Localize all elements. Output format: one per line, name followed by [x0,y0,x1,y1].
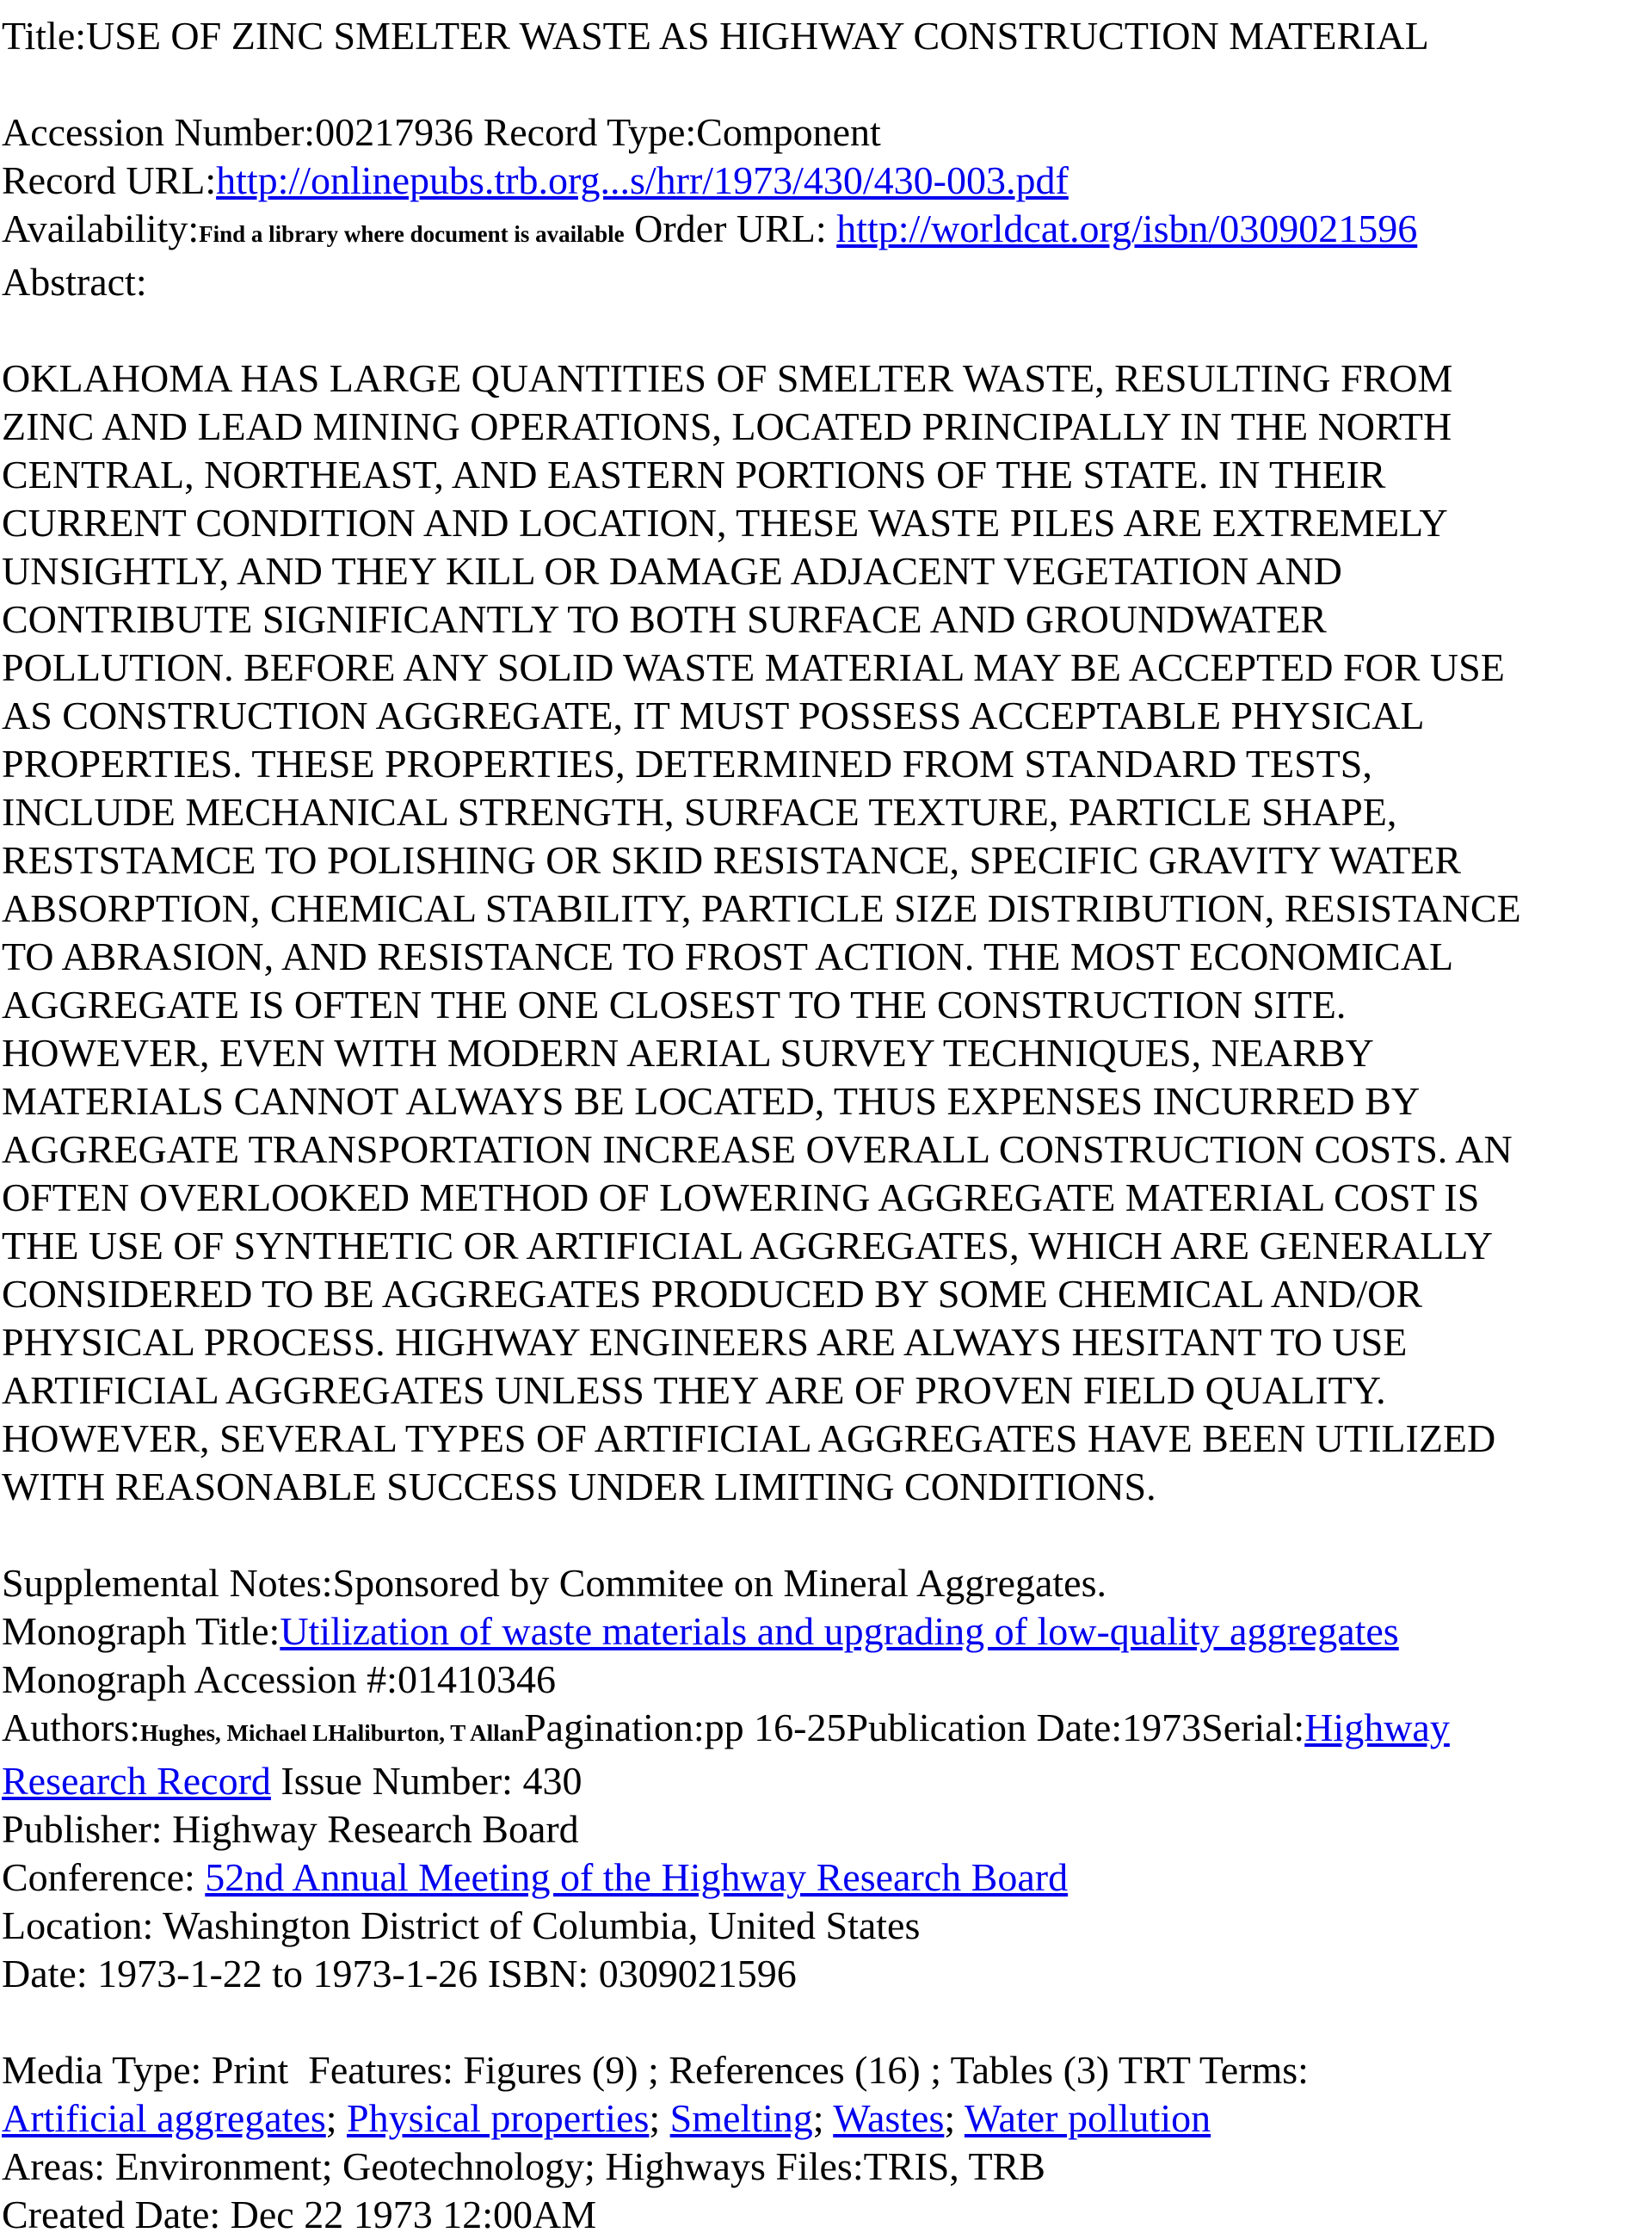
created-date: Dec 22 1973 12:00AM [230,2193,597,2236]
monograph-title-line [2,1607,1652,1656]
abstract-line: CONSIDERED TO BE AGGREGATES PRODUCED BY SOME CHEMICAL AND/OR [2,1272,1423,1316]
abstract-label: Abstract: [2,260,147,304]
record-type: Component [696,110,881,154]
spacer [2,1511,1652,1559]
term-separator: ; [649,2096,670,2140]
media-type: Print [211,2048,289,2092]
term-link[interactable]: Artificial aggregates [2,2096,326,2140]
availability-text: Find a library where document is available [199,221,625,247]
term-separator: ; [325,2096,348,2140]
spacer [2,306,1652,355]
abstract-line: AGGREGATE TRANSPORTATION INCREASE OVERALL CONSTRUCTION COSTS. AN [2,1127,1513,1171]
abstract-line: POLLUTION. BEFORE ANY SOLID WASTE MATERIAL MAY BE ACCEPTED FOR USE [2,645,1505,689]
availability-line [2,205,1652,258]
monograph-title-label: Monograph Title: [2,1609,280,1653]
conference-link[interactable]: 52nd Annual Meeting of the Highway Research Board [205,1855,1069,1899]
monograph-accession-label: Monograph Accession #: [2,1657,398,1701]
pagination-label: Pagination: [524,1705,705,1749]
supplemental-notes: Sponsored by Commitee on Mineral Aggregates. [332,1561,1106,1605]
location: Washington District of Columbia, United States [162,1903,921,1947]
serial-link-part2[interactable]: Research Record [2,1759,271,1803]
location-label: Location: [2,1903,163,1947]
record-url-label: Record URL: [2,158,217,202]
abstract-line: ABSORPTION, CHEMICAL STABILITY, PARTICLE SIZE DISTRIBUTION, RESISTANCE [2,886,1521,930]
issue-number: 430 [522,1759,583,1803]
authors-label: Authors: [2,1705,140,1749]
media-label: Media Type: [2,2048,212,2092]
authors-line [2,1704,1652,1757]
title-line [2,12,1652,60]
monograph-accession-line [2,1656,1652,1704]
created-label: Created Date: [2,2193,231,2236]
pub-date-label: Publication Date: [846,1705,1123,1749]
isbn: 0309021596 [598,1952,797,1995]
areas-label: Areas: [2,2144,115,2188]
record-type-label: Record Type: [473,110,697,154]
abstract-line: HOWEVER, SEVERAL TYPES OF ARTIFICIAL AGGREGATES HAVE BEEN UTILIZED [2,1416,1496,1460]
abstract-line: ARTIFICIAL AGGREGATES UNLESS THEY ARE OF PROVEN FIELD QUALITY. [2,1368,1386,1412]
term-separator: ; [944,2096,965,2140]
abstract-line: HOWEVER, EVEN WITH MODERN AERIAL SURVEY TECHNIQUES, NEARBY [2,1031,1374,1075]
abstract-line: PROPERTIES. THESE PROPERTIES, DETERMINED FROM STANDARD TESTS, [2,742,1372,786]
term-link[interactable]: Wastes [833,2096,945,2140]
record-url-line [2,157,1652,205]
files: TRIS, TRB [863,2144,1045,2188]
trt-label: TRT Terms: [1109,2048,1309,2092]
authors: Hughes, Michael LHaliburton, T Allan [140,1720,525,1746]
files-label: Files: [765,2144,864,2188]
term-link[interactable]: Smelting [669,2096,813,2140]
order-url-label: Order URL: [624,207,837,250]
features: Figures (9) ; References (16) ; Tables (3) [463,2048,1110,2092]
publisher-line [2,1805,1652,1853]
abstract-line: UNSIGHTLY, AND THEY KILL OR DAMAGE ADJACENT VEGETATION AND [2,549,1342,593]
isbn-label: ISBN: [478,1952,599,1995]
serial-continued-line [2,1757,1652,1805]
record-url-link[interactable]: http://onlinepubs.trb.org...s/hrr/1973/430/430-003.pdf [216,158,1069,202]
monograph-title-link[interactable]: Utilization of waste materials and upgrading of low-quality aggregates [280,1609,1399,1653]
abstract-line: ZINC AND LEAD MINING OPERATIONS, LOCATED PRINCIPALLY IN THE NORTH [2,404,1452,448]
term-link[interactable]: Physical properties [347,2096,650,2140]
order-url-link[interactable]: http://worldcat.org/isbn/0309021596 [836,207,1418,250]
pub-date: 1973 [1122,1705,1202,1749]
abstract-line: MATERIALS CANNOT ALWAYS BE LOCATED, THUS EXPENSES INCURRED BY [2,1079,1421,1123]
serial-link-part1[interactable]: Highway [1304,1705,1450,1749]
abstract-line: CONTRIBUTE SIGNIFICANTLY TO BOTH SURFACE AND GROUNDWATER [2,597,1327,641]
abstract-line: THE USE OF SYNTHETIC OR ARTIFICIAL AGGREGATES, WHICH ARE GENERALLY [2,1224,1493,1268]
publisher: Highway Research Board [172,1807,579,1851]
conference-line [2,1853,1652,1902]
created-line [2,2191,1652,2239]
monograph-accession: 01410346 [397,1657,556,1701]
conference-date: 1973-1-22 to 1973-1-26 [97,1952,478,1995]
term-link[interactable]: Water pollution [964,2096,1211,2140]
location-line [2,1902,1652,1950]
spacer [2,60,1652,108]
features-label: Features: [288,2048,464,2092]
supplemental-label: Supplemental Notes: [2,1561,333,1605]
accession-line [2,108,1652,157]
conference-label: Conference: [2,1855,206,1899]
abstract-line: RESTSTAMCE TO POLISHING OR SKID RESISTANCE, SPECIFIC GRAVITY WATER [2,838,1462,882]
publisher-label: Publisher: [2,1807,173,1851]
areas: Environment; Geotechnology; Highways [114,2144,766,2188]
supplemental-line [2,1559,1652,1607]
accession-number: 00217936 [315,110,474,154]
serial-label: Serial: [1201,1705,1305,1749]
abstract-line: WITH REASONABLE SUCCESS UNDER LIMITING CONDITIONS. [2,1465,1156,1508]
areas-line [2,2143,1652,2191]
abstract-line: OFTEN OVERLOOKED METHOD OF LOWERING AGGREGATE MATERIAL COST IS [2,1175,1480,1219]
abstract-line: AS CONSTRUCTION AGGREGATE, IT MUST POSSESS ACCEPTABLE PHYSICAL [2,694,1425,737]
abstract-line: CURRENT CONDITION AND LOCATION, THESE WASTE PILES ARE EXTREMELY [2,501,1448,545]
abstract-line: PHYSICAL PROCESS. HIGHWAY ENGINEERS ARE ALWAYS HESITANT TO USE [2,1320,1408,1364]
media-line [2,2046,1652,2094]
accession-label: Accession Number: [2,110,316,154]
date-label: Date: [2,1952,98,1995]
spacer [2,1998,1652,2046]
issue-label: Issue Number: [270,1759,523,1803]
abstract-line: CENTRAL, NORTHEAST, AND EASTERN PORTIONS OF THE STATE. IN THEIR [2,453,1386,497]
abstract-line: TO ABRASION, AND RESISTANCE TO FROST ACTION. THE MOST ECONOMICAL [2,934,1454,978]
title-label: Title: [2,14,87,58]
abstract-line: INCLUDE MECHANICAL STRENGTH, SURFACE TEXTURE, PARTICLE SHAPE, [2,790,1397,834]
trt-terms-line [2,2094,1652,2143]
abstract-body [2,355,1652,1511]
availability-label: Availability: [2,207,200,250]
date-line [2,1950,1652,1998]
record-title: USE OF ZINC SMELTER WASTE AS HIGHWAY CONSTRUCTION MATERIAL [86,14,1429,58]
term-separator: ; [812,2096,834,2140]
abstract-line: OKLAHOMA HAS LARGE QUANTITIES OF SMELTER WASTE, RESULTING FROM [2,356,1453,400]
pagination: pp 16-25 [704,1705,847,1749]
abstract-line: AGGREGATE IS OFTEN THE ONE CLOSEST TO THE CONSTRUCTION SITE. [2,983,1347,1027]
